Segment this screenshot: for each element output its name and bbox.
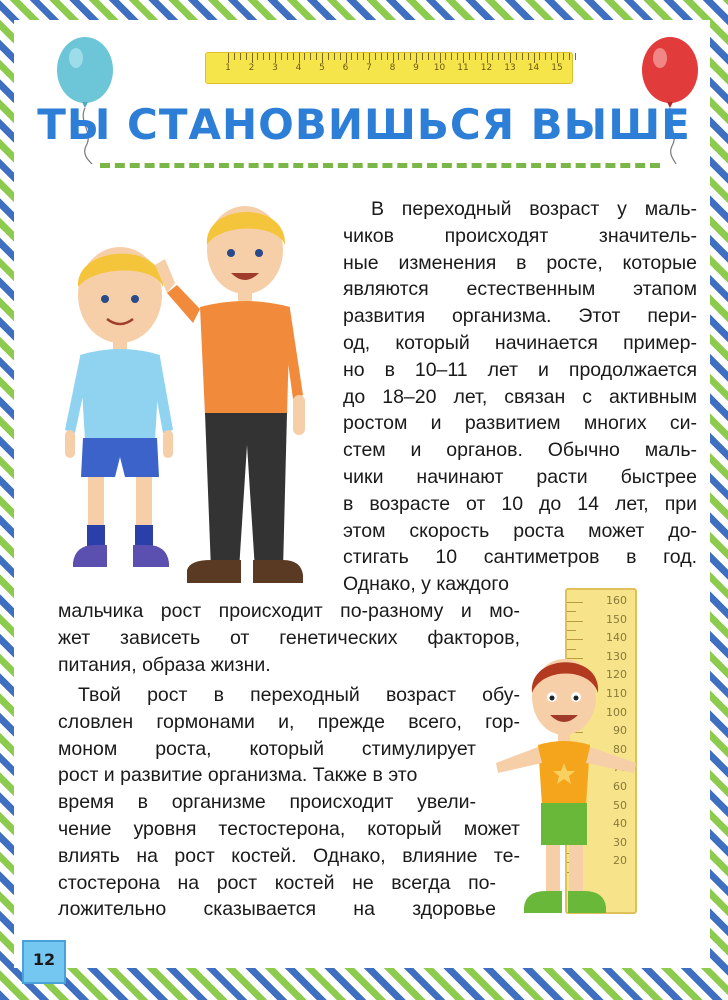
ruler-tick [445, 53, 446, 60]
height-chart-label: 120 [606, 668, 627, 682]
paragraph-1-line: од, который начинается пример- [343, 331, 697, 354]
height-chart-label: 40 [613, 817, 627, 831]
ruler-tick [457, 53, 458, 60]
ruler-tick [557, 53, 558, 63]
ruler-tick [440, 53, 441, 63]
ruler-number: 12 [480, 63, 493, 73]
height-chart-label: 20 [613, 854, 627, 868]
ruler-tick [569, 53, 570, 60]
ruler-tick [246, 53, 247, 60]
ruler-number: 3 [272, 63, 278, 73]
ruler-tick [545, 53, 546, 60]
ruler-tick [369, 53, 370, 63]
height-chart-label: 60 [613, 780, 627, 793]
two-boys-illustration [55, 195, 325, 595]
ruler-number: 15 [551, 63, 563, 73]
ruler-tick [422, 53, 423, 60]
ruler-number: 5 [319, 63, 325, 73]
ruler-tick [234, 53, 235, 60]
ruler-tick [475, 53, 476, 60]
page-number: 12 [32, 950, 56, 969]
paragraph-1-line: мальчика рост происходит по-разному и мо- [58, 600, 520, 622]
ruler-number: 6 [342, 63, 349, 73]
ruler-tick [351, 53, 352, 60]
ruler-tick [504, 53, 505, 60]
paragraph-1-line: этом скорость роста может до- [343, 519, 697, 542]
paragraph-1-line: В переходный возраст у маль- [371, 198, 697, 220]
height-chart-label: 140 [606, 631, 627, 645]
paragraph-1-line: стем и органов. Обычно маль- [343, 439, 697, 462]
ruler-tick [240, 53, 241, 60]
ruler-tick [516, 53, 517, 60]
paragraph-1-line: до 18–20 лет, связан с активным [343, 385, 697, 408]
ruler-tick [404, 53, 405, 60]
page-title: ТЫ СТАНОВИШЬСЯ ВЫШЕ [37, 100, 691, 149]
height-chart-tick [567, 621, 583, 622]
ruler-tick [551, 53, 552, 60]
paragraph-2-line: чение уровня тестостерона, который может [58, 817, 520, 840]
ruler-tick [398, 53, 399, 60]
ruler-tick [393, 53, 394, 63]
ruler-tick [387, 53, 388, 60]
ruler-tick [469, 53, 470, 60]
ruler-tick [340, 53, 341, 60]
ruler-tick [375, 53, 376, 60]
paragraph-1-line: стигать 10 сантиметров в год. [343, 546, 697, 569]
paragraph-1-continuation [58, 598, 520, 678]
height-chart-label: 100 [606, 705, 627, 719]
ruler-tick [451, 53, 452, 60]
ruler-tick [563, 53, 564, 60]
ruler-number: 8 [389, 63, 396, 73]
ruler-number: 11 [457, 63, 469, 73]
ruler-tick [269, 53, 270, 60]
ruler-tick [416, 53, 417, 63]
paragraph-1-line: питания, образа жизни. [58, 653, 271, 676]
ruler-number: 9 [413, 63, 419, 73]
ruler-tick [510, 53, 511, 63]
height-chart-tick [567, 630, 576, 631]
ruler-tick [257, 53, 258, 60]
ruler-tick [492, 53, 493, 60]
ruler-decoration [205, 52, 573, 84]
ruler-tick [287, 53, 288, 60]
height-chart-label: 150 [606, 612, 627, 626]
ruler-tick [310, 53, 311, 60]
paragraph-2-line: стостерона на рост костей не всегда по- [58, 871, 496, 894]
height-chart-label: 90 [613, 724, 627, 738]
paragraph-1-line: Однако, у каждого [343, 573, 509, 596]
paragraph-2 [58, 682, 520, 923]
paragraph-2-line: ложительно сказывается на здоровье [58, 898, 496, 921]
paragraph-1-line: в возрасте от 10 до 14 лет, при [343, 492, 697, 515]
height-chart-label: 160 [606, 594, 627, 607]
ruler-number: 2 [248, 63, 255, 73]
paragraph-2-line: влиять на рост костей. Однако, влияние те- [58, 844, 520, 867]
ruler-tick [316, 53, 317, 60]
ruler-tick [299, 53, 300, 63]
height-chart-label: 130 [606, 649, 627, 663]
ruler-tick [428, 53, 429, 60]
ruler-tick [434, 53, 435, 60]
ruler-tick [328, 53, 329, 60]
paragraph-2-line: моном роста, который стимулирует [58, 737, 476, 760]
paragraph-1 [343, 196, 697, 598]
paragraph-1-line: чиков происходят значитель- [343, 224, 697, 247]
ruler-tick [322, 53, 323, 63]
paragraph-1-line: являются естественным этапом [343, 278, 697, 301]
height-chart-label: 50 [613, 798, 627, 812]
ruler-tick [410, 53, 411, 60]
ruler-tick [463, 53, 464, 63]
height-chart-tick [567, 639, 583, 640]
height-chart-tick [567, 611, 576, 612]
ruler-tick [304, 53, 305, 60]
ruler-tick [281, 53, 282, 60]
ruler-tick [522, 53, 523, 60]
paragraph-2-line: рост и развитие организма. Также в это [58, 764, 418, 787]
ruler-number: 4 [295, 63, 302, 73]
ruler-number: 7 [366, 63, 372, 73]
ruler-tick [334, 53, 335, 60]
ruler-tick [381, 53, 382, 60]
ruler-tick [293, 53, 294, 60]
ruler-tick [275, 53, 276, 63]
ruler-tick [228, 53, 229, 63]
ruler-tick [498, 53, 499, 60]
ruler-tick [357, 53, 358, 60]
page-number-badge [22, 940, 66, 984]
ruler-tick [346, 53, 347, 63]
ruler-number: 13 [504, 63, 516, 73]
ruler-tick [252, 53, 253, 63]
height-chart-label: 80 [613, 742, 627, 756]
ruler-tick [263, 53, 264, 60]
ruler-tick [363, 53, 364, 60]
paragraph-1-line: но в 10–11 лет и продолжается [343, 358, 697, 381]
paragraph-1-line: ные изменения в росте, которые [343, 251, 697, 274]
ruler-tick [534, 53, 535, 63]
paragraph-1-line: ростом и развитием многих си- [343, 412, 697, 435]
paragraph-2-line: Твой рост в переходный возраст обу- [78, 684, 520, 706]
ruler-tick [487, 53, 488, 63]
ruler-tick [539, 53, 540, 60]
height-chart-label: 110 [606, 687, 627, 700]
boy-measuring-illustration [486, 645, 646, 930]
ruler-number: 14 [527, 63, 540, 73]
height-chart-tick [567, 602, 583, 603]
ruler-number: 1 [225, 63, 231, 73]
ruler-tick [575, 53, 576, 60]
paragraph-2-line: время в организме происходит увели- [58, 791, 476, 814]
ruler-tick [481, 53, 482, 60]
paragraph-2-line: словлен гормонами и, прежде всего, гор- [58, 710, 520, 733]
paragraph-1-line: развития организма. Этот пери- [343, 305, 697, 328]
paragraph-1-line: чики начинают расти быстрее [343, 465, 697, 488]
title-dashed-underline [100, 163, 660, 168]
height-chart-label: 30 [613, 835, 627, 849]
ruler-number: 10 [433, 63, 446, 73]
ruler-tick [528, 53, 529, 60]
paragraph-1-line: жет зависеть от генетических факторов, [58, 626, 520, 649]
